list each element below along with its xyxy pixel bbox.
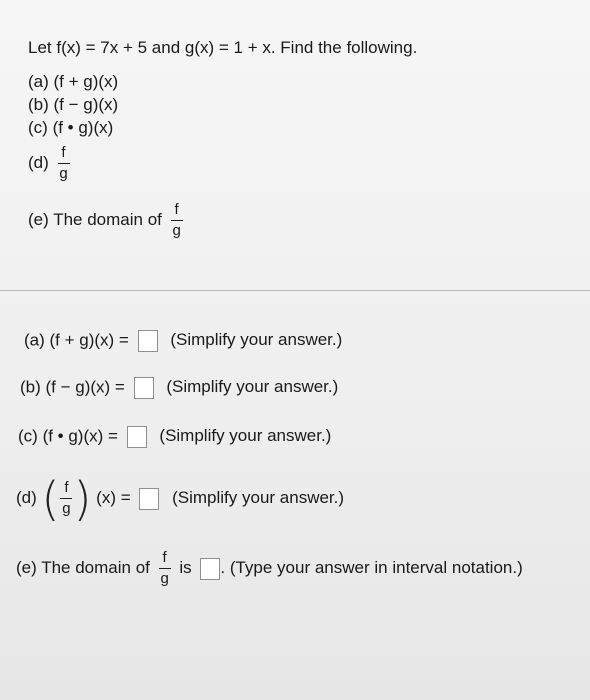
left-paren-icon: ( — [41, 471, 60, 526]
answer-d-row — [16, 471, 345, 526]
answer-b-input[interactable] — [134, 377, 154, 399]
question-b — [28, 95, 118, 115]
answer-d-label: (d) — [16, 488, 37, 507]
answer-d-input[interactable] — [139, 488, 159, 510]
answer-e-input[interactable] — [200, 558, 220, 580]
fraction-denominator: g — [160, 570, 169, 588]
question-d-fraction — [58, 145, 70, 182]
right-paren-icon: ) — [73, 471, 92, 526]
question-d — [28, 143, 74, 183]
answer-e-label: (e) — [16, 558, 37, 577]
question-e-fraction — [171, 202, 183, 239]
question-c — [28, 118, 113, 138]
answer-d-hint: (Simplify your answer.) — [172, 488, 345, 507]
answer-d-lhs: (x) = — [96, 488, 131, 507]
question-a-expr: (f + g)(x) — [53, 72, 119, 91]
answer-a-row — [24, 330, 342, 352]
answer-e-fraction — [159, 550, 171, 587]
fraction-bar — [60, 498, 72, 499]
answer-e-hint: . (Type your answer in interval notation.) — [220, 558, 523, 577]
question-e — [28, 198, 187, 242]
fraction-numerator: f — [174, 201, 179, 219]
answer-b-lhs: (f − g)(x) = — [45, 377, 125, 397]
answer-b-label: (b) — [20, 377, 41, 397]
question-a — [28, 72, 118, 92]
question-b-expr: (f − g)(x) — [53, 95, 119, 114]
answer-e-row — [16, 546, 523, 590]
section-divider — [0, 290, 590, 291]
fraction-bar — [171, 220, 183, 221]
fraction-numerator: f — [61, 144, 66, 162]
question-c-label: (c) — [28, 118, 48, 137]
answer-b-hint: (Simplify your answer.) — [166, 377, 339, 397]
fraction-numerator: f — [162, 549, 167, 567]
answer-c-hint: (Simplify your answer.) — [159, 426, 332, 446]
answer-c-input[interactable] — [127, 426, 147, 448]
answer-c-row — [18, 426, 331, 448]
question-e-label: (e) — [28, 210, 49, 229]
fraction-numerator: f — [64, 479, 69, 497]
answer-e-is: is — [179, 558, 192, 577]
question-d-label: (d) — [28, 153, 49, 172]
question-b-label: (b) — [28, 95, 49, 114]
question-a-label: (a) — [28, 72, 49, 91]
fraction-denominator: g — [62, 500, 71, 518]
fraction-bar — [58, 163, 70, 164]
problem-intro: Let f(x) = 7x + 5 and g(x) = 1 + x. Find the following. — [28, 38, 418, 57]
fraction-denominator: g — [172, 222, 181, 240]
answer-b-row — [20, 377, 338, 399]
answer-a-lhs: (f + g)(x) = — [49, 330, 129, 350]
question-e-text: The domain of — [53, 210, 162, 229]
question-c-expr: (f • g)(x) — [52, 118, 114, 137]
fraction-bar — [159, 568, 171, 569]
answer-a-label: (a) — [24, 330, 45, 350]
answer-c-label: (c) — [18, 426, 38, 446]
answer-d-fraction — [60, 480, 72, 517]
answer-e-text: The domain of — [41, 558, 150, 577]
answer-c-lhs: (f • g)(x) = — [42, 426, 118, 446]
answer-a-input[interactable] — [138, 330, 158, 352]
fraction-denominator: g — [59, 165, 68, 183]
answer-a-hint: (Simplify your answer.) — [170, 330, 343, 350]
